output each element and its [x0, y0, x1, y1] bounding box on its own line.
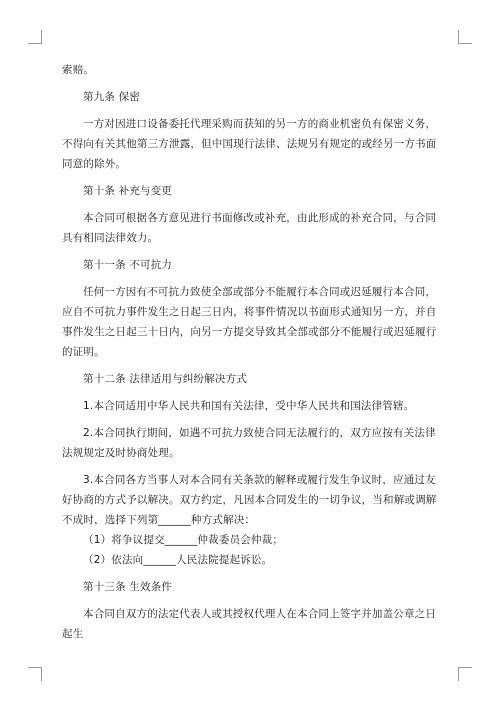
- heading-article-10: 第十条 补充与变更: [83, 185, 173, 197]
- list-item-arbitration: （1）将争议提交______仲裁委员会仲裁；: [83, 534, 284, 546]
- paragraph-confidentiality: 一方对因进口设备委托代理采购而获知的另一方的商业机密负有保密义务，不得向有关其他第三方泄露，但中国现行法律、法规另有规定的或经另一方书面同意的除外。: [62, 118, 437, 170]
- heading-article-13: 第十三条 生效条件: [83, 581, 173, 593]
- crop-mark-top-right-h: [458, 43, 472, 44]
- paragraph-governing-law: 1.本合同适用中华人民共和国有关法律，受中华人民共和国法律管辖。: [83, 400, 415, 412]
- paragraph-execution-period: 2.本合同执行期间，如遇不可抗力致使合同无法履行的，双方应按有关法律法规规定及时协商处理。: [62, 427, 436, 459]
- list-item-litigation: （2）依法向______人民法院提起诉讼。: [83, 554, 273, 566]
- crop-mark-bottom-left-h: [28, 667, 42, 668]
- crop-mark-top-left-h: [28, 43, 42, 44]
- crop-mark-bottom-left-v: [41, 667, 42, 681]
- paragraph-effectiveness: 本合同自双方的法定代表人或其授权代理人在本合同上签字并加盖公章之日起生: [62, 608, 437, 640]
- crop-mark-bottom-right-h: [458, 667, 472, 668]
- paragraph-force-majeure: 任何一方因有不可抗力致使全部或部分不能履行本合同或迟延履行本合同，应自不可抗力事件发生之日起三日内，将事件情况以书面形式通知另一方，并自事件发生之日起三十日内，向另一方提交导致其全部或部分不能履行或迟延履行的证明。: [62, 286, 437, 358]
- heading-article-12: 第十二条 法律适用与纠纷解决方式: [83, 373, 248, 385]
- paragraph-amendment: 本合同可根据各方意见进行书面修改或补充，由此形成的补充合同，与合同具有相同法律效力。: [62, 212, 437, 244]
- paragraph-dispute: 3.本合同各方当事人对本合同有关条款的解释或履行发生争议时，应通过友好协商的方式予以解决。双方约定，凡因本合同发生的一切争议，当和解或调解不成时，选择下列第______种方式解决：: [62, 474, 437, 526]
- document-body: [62, 60, 440, 644]
- paragraph-continuation: 索赔。: [62, 64, 95, 76]
- crop-mark-top-left-v: [41, 30, 42, 44]
- heading-article-9: 第九条 保密: [83, 91, 141, 103]
- heading-article-11: 第十一条 不可抗力: [83, 259, 173, 271]
- crop-mark-top-right-v: [458, 30, 459, 44]
- crop-mark-bottom-right-v: [458, 667, 459, 681]
